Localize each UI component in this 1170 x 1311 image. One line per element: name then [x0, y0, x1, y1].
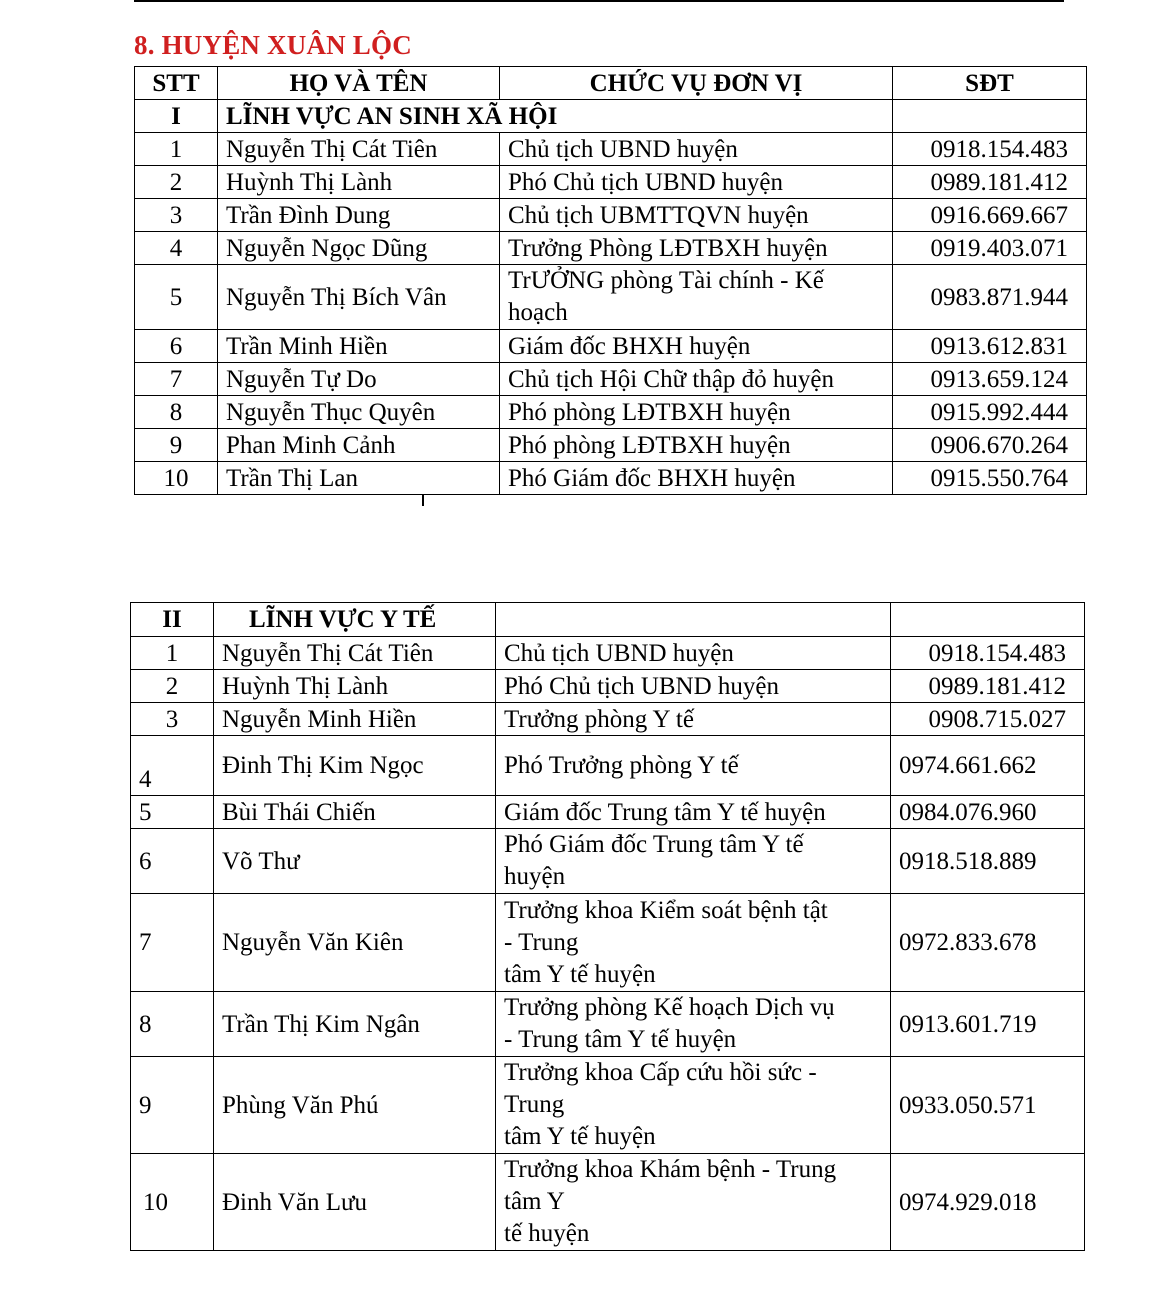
section-title: 8. HUYỆN XUÂN LỘC	[134, 30, 412, 60]
row-stt: 4	[135, 232, 218, 265]
table-row	[135, 462, 1087, 495]
row-position: Trưởng khoa Khám bệnh - Trung tâm Y tế huyện	[496, 1154, 891, 1251]
row-phone: 0933.050.571	[891, 1057, 1085, 1154]
row-name: Nguyễn Thị Bích Vân	[218, 265, 500, 330]
row-phone: 0918.154.483	[893, 133, 1087, 166]
row-name: Nguyễn Thục Quyên	[218, 396, 500, 429]
row-position: Trưởng khoa Cấp cứu hồi sức - Trung tâm Y tế huyện	[496, 1057, 891, 1154]
group-empty-cell	[496, 603, 891, 637]
row-position: Chủ tịch UBND huyện	[496, 637, 891, 670]
row-stt: 7	[131, 894, 214, 992]
row-phone: 0916.669.667	[893, 199, 1087, 232]
row-stt: 10	[135, 462, 218, 495]
row-name: Nguyễn Ngọc Dũng	[218, 232, 500, 265]
table-row	[135, 363, 1087, 396]
header-position: CHỨC VỤ ĐƠN VỊ	[500, 67, 893, 100]
row-phone: 0974.929.018	[891, 1154, 1085, 1251]
group-stt: I	[135, 100, 218, 133]
row-phone: 0908.715.027	[891, 703, 1085, 736]
group-row	[131, 603, 1085, 637]
row-phone: 0974.661.662	[891, 736, 1085, 796]
table-row	[131, 894, 1085, 992]
row-phone: 0983.871.944	[893, 265, 1087, 330]
table-row	[135, 166, 1087, 199]
table-row	[135, 199, 1087, 232]
row-stt: 3	[131, 703, 214, 736]
row-name: Nguyễn Minh Hiền	[214, 703, 496, 736]
row-position: Giám đốc BHXH huyện	[500, 330, 893, 363]
row-name: Trần Thị Kim Ngân	[214, 992, 496, 1057]
row-position: Phó phòng LĐTBXH huyện	[500, 429, 893, 462]
row-stt: 1	[135, 133, 218, 166]
row-phone: 0989.181.412	[891, 670, 1085, 703]
row-phone: 0906.670.264	[893, 429, 1087, 462]
contacts-table-health	[130, 602, 1085, 1251]
row-phone: 0972.833.678	[891, 894, 1085, 992]
table-row	[135, 396, 1087, 429]
row-stt: 1	[131, 637, 214, 670]
row-phone: 0913.612.831	[893, 330, 1087, 363]
row-name: Trần Thị Lan	[218, 462, 500, 495]
row-stt: 10	[131, 1154, 214, 1251]
row-position: Trưởng phòng Kế hoạch Dịch vụ - Trung tâm Y tế huyện	[496, 992, 891, 1057]
row-name: Võ Thư	[214, 829, 496, 894]
row-stt: 2	[135, 166, 218, 199]
row-position: Phó Giám đốc Trung tâm Y tế huyện	[496, 829, 891, 894]
row-position: Chủ tịch UBND huyện	[500, 133, 893, 166]
row-position: Giám đốc Trung tâm Y tế huyện	[496, 796, 891, 829]
row-position: Chủ tịch UBMTTQVN huyện	[500, 199, 893, 232]
group-stt: II	[131, 603, 214, 637]
table-row	[131, 637, 1085, 670]
row-name: Bùi Thái Chiến	[214, 796, 496, 829]
table-row	[131, 670, 1085, 703]
text-cursor-mark	[422, 494, 424, 506]
group-empty-cell	[893, 100, 1087, 133]
contacts-table-social-welfare	[134, 66, 1087, 495]
table-row	[135, 429, 1087, 462]
table-row	[131, 992, 1085, 1057]
row-phone: 0918.518.889	[891, 829, 1085, 894]
table-row	[131, 1154, 1085, 1251]
row-stt: 6	[131, 829, 214, 894]
row-stt: 4	[131, 736, 214, 796]
row-stt: 6	[135, 330, 218, 363]
row-name: Đinh Thị Kim Ngọc	[214, 736, 496, 796]
row-stt: 5	[135, 265, 218, 330]
header-name: HỌ VÀ TÊN	[218, 67, 500, 100]
table-row	[135, 265, 1087, 330]
row-position: TrƯỞNG phòng Tài chính - Kế hoạch	[500, 265, 893, 330]
row-position: Chủ tịch Hội Chữ thập đỏ huyện	[500, 363, 893, 396]
row-position: Phó Trưởng phòng Y tế	[496, 736, 891, 796]
row-phone: 0984.076.960	[891, 796, 1085, 829]
group-name: LĨNH VỰC Y TẾ	[214, 603, 496, 637]
row-phone: 0913.659.124	[893, 363, 1087, 396]
row-name: Nguyễn Thị Cát Tiên	[214, 637, 496, 670]
row-name: Phan Minh Cảnh	[218, 429, 500, 462]
row-stt: 9	[135, 429, 218, 462]
row-name: Đinh Văn Lưu	[214, 1154, 496, 1251]
table-row	[131, 796, 1085, 829]
row-position: Trưởng phòng Y tế	[496, 703, 891, 736]
table-row	[131, 1057, 1085, 1154]
table-row	[135, 232, 1087, 265]
row-name: Nguyễn Tự Do	[218, 363, 500, 396]
row-stt: 8	[135, 396, 218, 429]
row-stt: 8	[131, 992, 214, 1057]
row-phone: 0913.601.719	[891, 992, 1085, 1057]
row-stt: 3	[135, 199, 218, 232]
group-row	[135, 100, 1087, 133]
row-name: Huỳnh Thị Lành	[218, 166, 500, 199]
header-phone: SĐT	[893, 67, 1087, 100]
table-row	[135, 330, 1087, 363]
table-header-row	[135, 67, 1087, 100]
row-position: Phó Giám đốc BHXH huyện	[500, 462, 893, 495]
row-stt: 2	[131, 670, 214, 703]
row-position: Phó Chủ tịch UBND huyện	[500, 166, 893, 199]
row-stt: 5	[131, 796, 214, 829]
row-name: Nguyễn Văn Kiên	[214, 894, 496, 992]
row-phone: 0915.550.764	[893, 462, 1087, 495]
header-stt: STT	[135, 67, 218, 100]
table-row	[131, 829, 1085, 894]
row-name: Huỳnh Thị Lành	[214, 670, 496, 703]
row-stt: 9	[131, 1057, 214, 1154]
row-position: Phó Chủ tịch UBND huyện	[496, 670, 891, 703]
row-phone: 0989.181.412	[893, 166, 1087, 199]
top-divider-line	[134, 0, 1064, 2]
group-empty-cell	[891, 603, 1085, 637]
row-name: Trần Đình Dung	[218, 199, 500, 232]
row-name: Trần Minh Hiền	[218, 330, 500, 363]
row-name: Nguyễn Thị Cát Tiên	[218, 133, 500, 166]
row-position: Trưởng Phòng LĐTBXH huyện	[500, 232, 893, 265]
table-row	[131, 703, 1085, 736]
row-name: Phùng Văn Phú	[214, 1057, 496, 1154]
row-phone: 0915.992.444	[893, 396, 1087, 429]
row-phone: 0918.154.483	[891, 637, 1085, 670]
row-position: Phó phòng LĐTBXH huyện	[500, 396, 893, 429]
group-name: LĨNH VỰC AN SINH XÃ HỘI	[218, 100, 893, 133]
row-position: Trưởng khoa Kiểm soát bệnh tật - Trung tâm Y tế huyện	[496, 894, 891, 992]
row-phone: 0919.403.071	[893, 232, 1087, 265]
table-row	[135, 133, 1087, 166]
row-stt: 7	[135, 363, 218, 396]
table-row	[131, 736, 1085, 796]
